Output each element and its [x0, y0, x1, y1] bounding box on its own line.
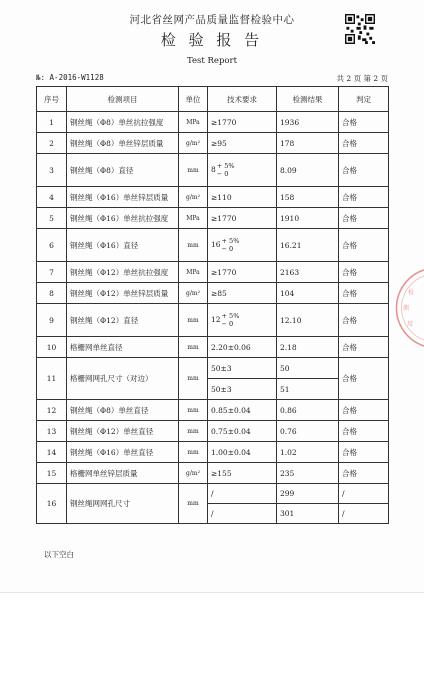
row-no: 11: [37, 358, 67, 400]
row-unit: mm: [179, 229, 208, 262]
row-verdict: 合格: [339, 358, 389, 400]
svg-text:用: 用: [407, 321, 414, 328]
row-no: 7: [37, 262, 67, 283]
svg-text:测: 测: [403, 305, 410, 312]
row-verdict: 合格: [339, 133, 389, 154]
row-requirement: 1.00±0.04: [208, 442, 277, 463]
document-number: №: A-2016-W1128: [36, 73, 104, 82]
row-verdict: 合格: [339, 337, 389, 358]
row-result: 301: [277, 504, 339, 524]
row-requirement: 50±3: [208, 358, 277, 379]
row-no: 13: [37, 421, 67, 442]
row-no: 9: [37, 304, 67, 337]
table-row: [37, 154, 389, 187]
tolerance-plus: + 5%: [216, 162, 235, 170]
row-requirement: 50±3: [208, 379, 277, 400]
requirement-nominal: 16: [211, 240, 221, 249]
row-requirement: ≥1770: [208, 208, 277, 229]
row-no: 1: [37, 112, 67, 133]
row-requirement: /: [208, 504, 277, 524]
row-requirement: ≥1770: [208, 262, 277, 283]
report-title: 检 验 报 告: [160, 31, 264, 49]
row-unit: mm: [179, 337, 208, 358]
tolerance-minus: − 0: [221, 320, 234, 328]
row-unit: mm: [179, 304, 208, 337]
row-unit: mm: [179, 421, 208, 442]
results-table: [36, 86, 389, 524]
row-item: 钢丝绳（Φ8）直径: [67, 154, 179, 187]
table-row: [37, 187, 389, 208]
requirement-tolerance: [222, 312, 240, 328]
table-row: [37, 283, 389, 304]
row-verdict: 合格: [339, 229, 389, 262]
row-item: 钢丝绳（Φ12）单丝抗拉强度: [67, 262, 179, 283]
requirement-tolerance: [217, 162, 235, 178]
row-unit: MPa: [179, 208, 208, 229]
row-item: 钢丝绳（Φ16）单丝直径: [67, 442, 179, 463]
row-no: 15: [37, 463, 67, 484]
end-note: 以下空白: [44, 550, 74, 559]
row-item: 钢丝绳（Φ8）单丝直径: [67, 400, 179, 421]
row-result: 2.18: [277, 337, 339, 358]
row-unit: MPa: [179, 262, 208, 283]
row-no: 3: [37, 154, 67, 187]
row-requirement: [208, 304, 277, 337]
row-item: 钢丝绳（Φ12）直径: [67, 304, 179, 337]
row-item: 钢丝绳（Φ8）单丝锌层质量: [67, 133, 179, 154]
row-no: 12: [37, 400, 67, 421]
svg-text:检: 检: [408, 289, 415, 296]
table-row: [37, 484, 389, 504]
row-result: 178: [277, 133, 339, 154]
requirement-nominal: 12: [211, 315, 221, 324]
row-result: 1910: [277, 208, 339, 229]
row-result: 235: [277, 463, 339, 484]
header-verdict: 判定: [339, 87, 389, 112]
row-verdict: 合格: [339, 154, 389, 187]
report-subtitle: Test Report: [187, 56, 237, 66]
table-row: [37, 112, 389, 133]
row-no: 14: [37, 442, 67, 463]
table-row: [37, 421, 389, 442]
row-unit: mm: [179, 400, 208, 421]
row-unit: mm: [179, 358, 208, 400]
row-unit: g/m²: [179, 187, 208, 208]
row-requirement: [208, 154, 277, 187]
row-verdict: 合格: [339, 463, 389, 484]
row-item: 钢丝绳网网孔尺寸: [67, 484, 179, 524]
table-row: [37, 400, 389, 421]
row-item: 钢丝绳（Φ12）单丝直径: [67, 421, 179, 442]
row-requirement: ≥1770: [208, 112, 277, 133]
row-requirement: 0.85±0.04: [208, 400, 277, 421]
row-item: 格栅网单丝直径: [67, 337, 179, 358]
row-unit: mm: [179, 154, 208, 187]
row-item: 钢丝绳（Φ12）单丝锌层质量: [67, 283, 179, 304]
table-row: [37, 358, 389, 379]
row-item: 格栅网网孔尺寸（对边）: [67, 358, 179, 400]
row-requirement: ≥85: [208, 283, 277, 304]
row-result: 0.86: [277, 400, 339, 421]
tolerance-minus: − 0: [216, 170, 229, 178]
row-result: 158: [277, 187, 339, 208]
table-header-row: [37, 87, 389, 112]
row-unit: g/m²: [179, 463, 208, 484]
table-row: [37, 337, 389, 358]
row-requirement: 2.20±0.06: [208, 337, 277, 358]
table-row: [37, 262, 389, 283]
row-requirement: ≥155: [208, 463, 277, 484]
row-verdict: /: [339, 484, 389, 504]
row-result: 2163: [277, 262, 339, 283]
row-item: 钢丝绳（Φ16）直径: [67, 229, 179, 262]
row-verdict: 合格: [339, 208, 389, 229]
row-no: 5: [37, 208, 67, 229]
row-result: 12.10: [277, 304, 339, 337]
row-requirement: /: [208, 484, 277, 504]
row-verdict: 合格: [339, 283, 389, 304]
tolerance-plus: + 5%: [221, 237, 240, 245]
header-item: 检测项目: [67, 87, 179, 112]
row-unit: MPa: [179, 112, 208, 133]
header-no: 序号: [37, 87, 67, 112]
header-unit: 单位: [179, 87, 208, 112]
row-verdict: 合格: [339, 112, 389, 133]
row-no: 2: [37, 133, 67, 154]
row-no: 10: [37, 337, 67, 358]
org-name: 河北省丝网产品质量监督检验中心: [129, 14, 295, 26]
row-verdict: 合格: [339, 421, 389, 442]
table-row: [37, 442, 389, 463]
row-unit: g/m²: [179, 283, 208, 304]
row-item: 格栅网单丝锌层质量: [67, 463, 179, 484]
header-result: 检测结果: [277, 87, 339, 112]
row-verdict: 合格: [339, 262, 389, 283]
table-row: [37, 208, 389, 229]
row-result: 1936: [277, 112, 339, 133]
row-verdict: 合格: [339, 187, 389, 208]
row-requirement: ≥95: [208, 133, 277, 154]
tolerance-plus: + 5%: [221, 312, 240, 320]
row-item: 钢丝绳（Φ16）单丝锌层质量: [67, 187, 179, 208]
row-verdict: 合格: [339, 400, 389, 421]
row-item: 钢丝绳（Φ16）单丝抗拉强度: [67, 208, 179, 229]
row-no: 4: [37, 187, 67, 208]
row-item: 钢丝绳（Φ8）单丝抗拉强度: [67, 112, 179, 133]
row-result: 299: [277, 484, 339, 504]
red-seal-stamp-icon: [394, 268, 424, 348]
row-no: 16: [37, 484, 67, 524]
table-row: [37, 133, 389, 154]
row-unit: g/m²: [179, 133, 208, 154]
row-result: 104: [277, 283, 339, 304]
row-unit: mm: [179, 442, 208, 463]
table-row: [37, 229, 389, 262]
row-no: 8: [37, 283, 67, 304]
row-result: 16.21: [277, 229, 339, 262]
page-info: 共 2 页 第 2 页: [336, 74, 388, 83]
row-result: 51: [277, 379, 339, 400]
row-verdict: 合格: [339, 442, 389, 463]
row-result: 0.76: [277, 421, 339, 442]
requirement-nominal: 8: [211, 165, 216, 174]
row-requirement: 0.75±0.04: [208, 421, 277, 442]
row-requirement: [208, 229, 277, 262]
row-result: 50: [277, 358, 339, 379]
tolerance-minus: − 0: [221, 245, 234, 253]
row-verdict: 合格: [339, 304, 389, 337]
row-unit: mm: [179, 484, 208, 524]
row-result: 1.02: [277, 442, 339, 463]
requirement-tolerance: [222, 237, 240, 253]
row-no: 6: [37, 229, 67, 262]
row-result: 8.09: [277, 154, 339, 187]
header-requirement: 技术要求: [208, 87, 277, 112]
row-requirement: ≥110: [208, 187, 277, 208]
table-row: [37, 304, 389, 337]
table-row: [37, 463, 389, 484]
row-verdict: /: [339, 504, 389, 524]
